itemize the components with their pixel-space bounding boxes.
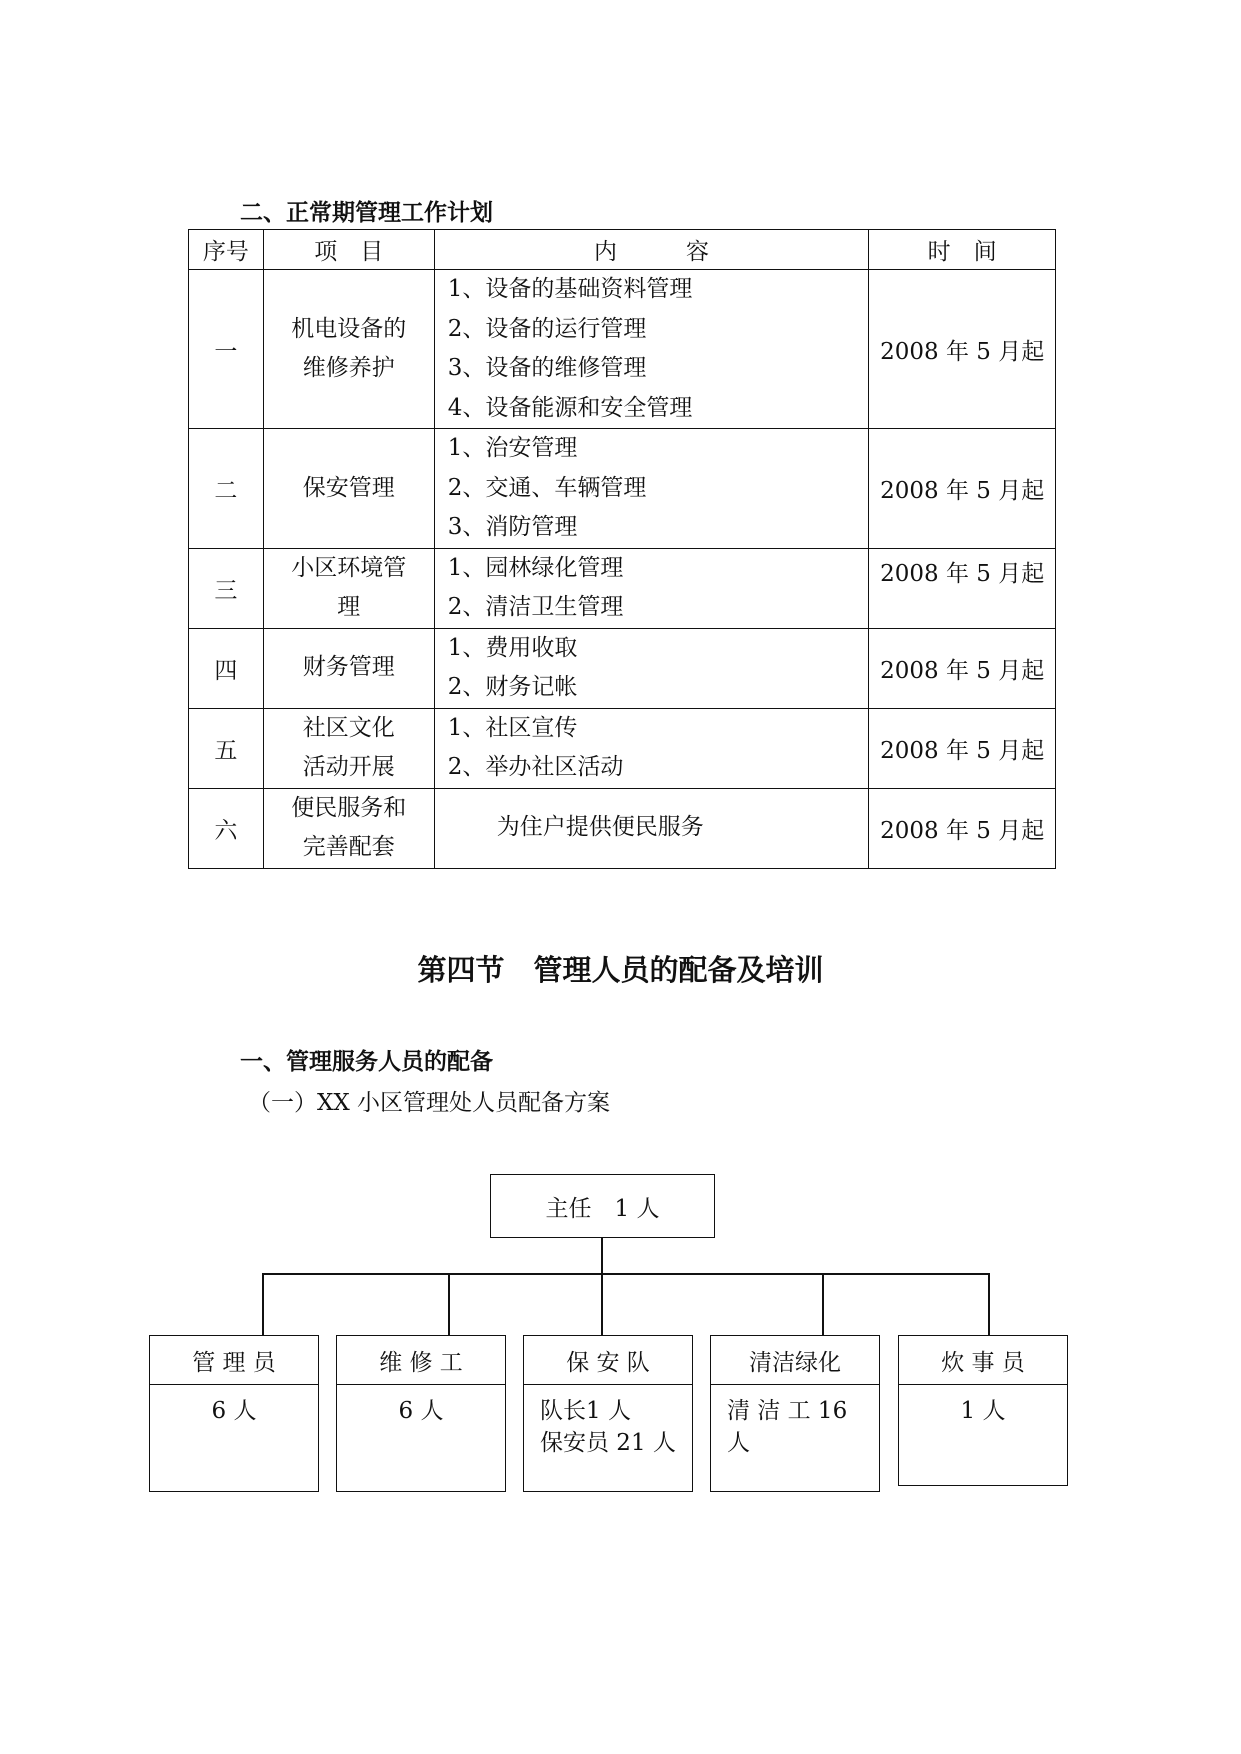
row-number: 六 xyxy=(189,788,264,868)
connector-line xyxy=(262,1273,264,1335)
row-content xyxy=(434,548,869,628)
org-dept-box xyxy=(523,1335,693,1492)
staff-line: 队长1 人 xyxy=(540,1398,631,1424)
work-plan-table xyxy=(188,229,1056,869)
content-line: 1、园林绿化管理 xyxy=(447,554,624,581)
item-line: 财务管理 xyxy=(302,654,395,681)
header-time: 时 间 xyxy=(869,230,1056,270)
table-header-row xyxy=(189,230,1056,270)
connector-line xyxy=(988,1273,990,1335)
staff-line: 6 人 xyxy=(211,1398,257,1424)
content-line: 3、设备的维修管理 xyxy=(447,355,647,381)
row-time: 2008 年 5 月起 xyxy=(869,628,1056,708)
connector-line xyxy=(448,1273,450,1335)
org-dept-box xyxy=(336,1335,506,1492)
table-row xyxy=(189,628,1056,708)
header-content: 内 容 xyxy=(434,230,869,270)
item-line: 保安管理 xyxy=(302,474,395,501)
content-line: 2、财务记帐 xyxy=(447,674,578,700)
header-no: 序号 xyxy=(189,230,264,270)
content-line: 2、举办社区活动 xyxy=(447,754,624,780)
row-content xyxy=(434,708,869,788)
row-item xyxy=(263,429,434,549)
table-row xyxy=(189,708,1056,788)
staff-line: 保安员 21 人 xyxy=(540,1430,676,1456)
row-number: 四 xyxy=(189,628,264,708)
row-item xyxy=(263,548,434,628)
content-line: 2、清洁卫生管理 xyxy=(447,594,624,620)
row-time: 2008 年 5 月起 xyxy=(869,708,1056,788)
row-content xyxy=(434,429,869,549)
dept-staff xyxy=(899,1385,1067,1485)
row-number: 一 xyxy=(189,270,264,429)
staff-line: 清 洁 工 16 xyxy=(727,1398,848,1424)
row-number: 二 xyxy=(189,429,264,549)
content-line: 2、设备的运行管理 xyxy=(447,315,647,342)
staff-line: 1 人 xyxy=(960,1398,1006,1424)
row-item xyxy=(263,788,434,868)
row-content xyxy=(434,270,869,429)
row-content xyxy=(434,628,869,708)
connector-line xyxy=(262,1273,990,1275)
table-row xyxy=(189,270,1056,429)
org-dept-box xyxy=(710,1335,880,1492)
content-line: 4、设备能源和安全管理 xyxy=(447,394,693,421)
content-line: 2、交通、车辆管理 xyxy=(447,474,647,501)
subsection-heading: 一、管理服务人员的配备 xyxy=(240,1049,493,1075)
item-line: 便民服务和 xyxy=(291,794,407,821)
item-line: 机电设备的 xyxy=(291,315,407,342)
row-item xyxy=(263,270,434,429)
connector-line xyxy=(601,1273,603,1335)
dept-name: 维 修 工 xyxy=(337,1336,505,1385)
dept-staff xyxy=(337,1385,505,1491)
item-line: 完善配套 xyxy=(302,834,395,860)
row-number: 五 xyxy=(189,708,264,788)
staff-line: 人 xyxy=(727,1430,750,1456)
dept-staff xyxy=(150,1385,318,1491)
org-dept-box xyxy=(898,1335,1068,1486)
org-chief-box xyxy=(490,1174,715,1238)
header-item: 项 目 xyxy=(263,230,434,270)
dept-name: 清洁绿化 xyxy=(711,1336,879,1385)
dept-staff xyxy=(711,1385,879,1491)
content-line: 为住户提供便民服务 xyxy=(496,814,704,841)
section-heading: 二、正常期管理工作计划 xyxy=(240,200,493,226)
org-chief-label: 主任 1 人 xyxy=(545,1195,660,1222)
content-line: 1、治安管理 xyxy=(447,435,578,461)
item-line: 社区文化 xyxy=(302,714,395,741)
row-item xyxy=(263,628,434,708)
table-row xyxy=(189,788,1056,868)
dept-name: 保 安 队 xyxy=(524,1336,692,1385)
row-time: 2008 年 5 月起 xyxy=(869,788,1056,868)
org-dept-box xyxy=(149,1335,319,1492)
row-time: 2008 年 5 月起 xyxy=(869,429,1056,549)
row-time: 2008 年 5 月起 xyxy=(869,270,1056,429)
row-item xyxy=(263,708,434,788)
row-content xyxy=(434,788,869,868)
dept-staff xyxy=(524,1385,692,1491)
staff-line: 6 人 xyxy=(398,1398,444,1424)
sub-subsection-heading: （一）XX 小区管理处人员配备方案 xyxy=(248,1090,611,1116)
table-row xyxy=(189,429,1056,549)
row-time: 2008 年 5 月起 xyxy=(869,548,1056,628)
item-line: 维修养护 xyxy=(302,355,395,381)
table-row xyxy=(189,548,1056,628)
item-line: 小区环境管 xyxy=(291,554,407,581)
content-line: 1、社区宣传 xyxy=(447,714,578,741)
dept-name: 炊 事 员 xyxy=(899,1336,1067,1385)
content-line: 1、费用收取 xyxy=(447,634,578,661)
connector-line xyxy=(822,1273,824,1335)
content-line: 3、消防管理 xyxy=(447,514,578,540)
item-line: 活动开展 xyxy=(302,754,395,780)
row-number: 三 xyxy=(189,548,264,628)
item-line: 理 xyxy=(337,594,361,620)
dept-name: 管 理 员 xyxy=(150,1336,318,1385)
section-title: 第四节 管理人员的配备及培训 xyxy=(417,953,824,987)
content-line: 1、设备的基础资料管理 xyxy=(447,276,693,302)
